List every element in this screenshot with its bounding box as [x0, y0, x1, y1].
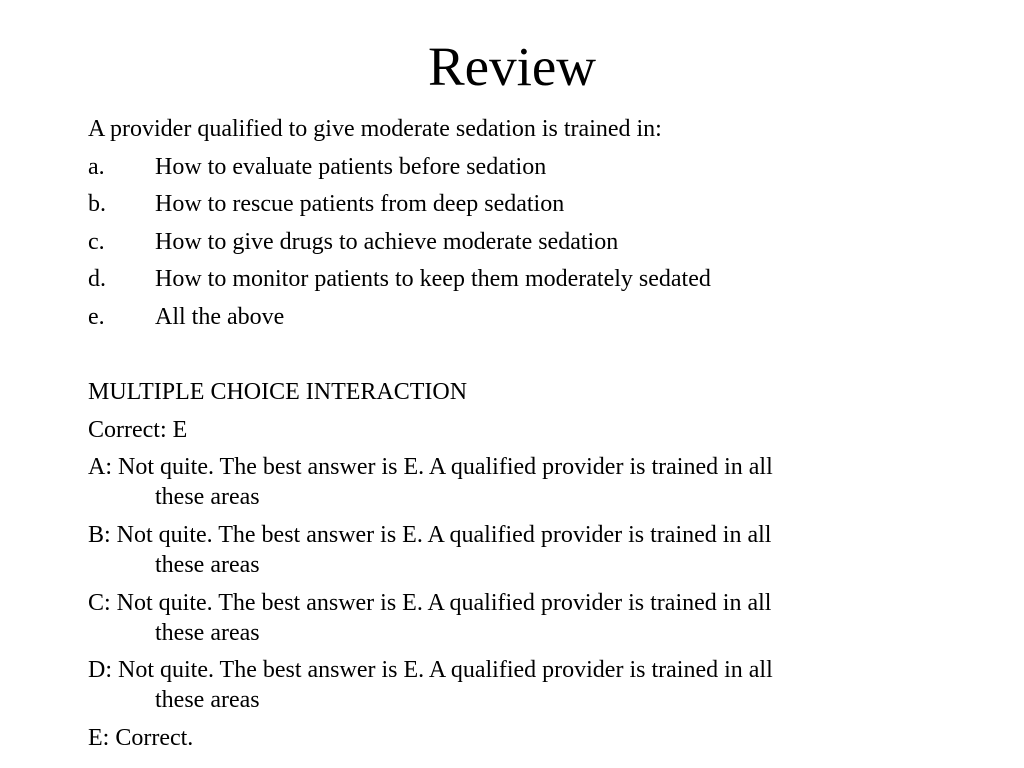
feedback-line: A: Not quite. The best answer is E. A qualified provider is trained in all: [88, 454, 773, 481]
feedback-line: B: Not quite. The best answer is E. A qualified provider is trained in all: [88, 521, 772, 548]
feedback-b: [88, 520, 968, 580]
correct-answer: Correct: E: [88, 416, 188, 443]
interaction-type: MULTIPLE CHOICE INTERACTION: [88, 379, 468, 406]
option-e: [88, 302, 968, 332]
feedback-d: [88, 655, 968, 715]
feedback-line: D: Not quite. The best answer is E. A qualified provider is trained in all: [88, 657, 773, 684]
feedback-c: [88, 588, 968, 648]
slide-title: Review: [427, 36, 596, 97]
feedback-line: C: Not quite. The best answer is E. A qualified provider is trained in all: [88, 589, 772, 616]
feedback-continuation: these areas: [155, 551, 260, 578]
feedback-continuation: these areas: [155, 619, 260, 646]
option-a: [88, 152, 968, 182]
slide-body: [88, 114, 968, 760]
feedback-e: E: Correct.: [88, 724, 194, 751]
option-text: How to give drugs to achieve moderate sedation: [155, 228, 619, 255]
feedback-continuation: these areas: [155, 484, 260, 511]
option-text: How to monitor patients to keep them moderately sedated: [155, 266, 711, 293]
option-letter: e.: [88, 303, 105, 330]
feedback-continuation: these areas: [155, 687, 260, 714]
question-text: A provider qualified to give moderate sedation is trained in:: [88, 116, 662, 142]
option-text: How to rescue patients from deep sedation: [155, 191, 565, 218]
option-d: [88, 264, 968, 294]
option-letter: c.: [88, 228, 105, 255]
option-letter: a.: [88, 153, 105, 180]
spacer: [88, 340, 968, 378]
option-b: [88, 189, 968, 219]
option-text: How to evaluate patients before sedation: [155, 153, 547, 180]
option-letter: d.: [88, 266, 106, 293]
option-c: [88, 227, 968, 257]
option-letter: b.: [88, 191, 106, 218]
option-text: All the above: [155, 303, 285, 330]
feedback-a: [88, 452, 968, 512]
